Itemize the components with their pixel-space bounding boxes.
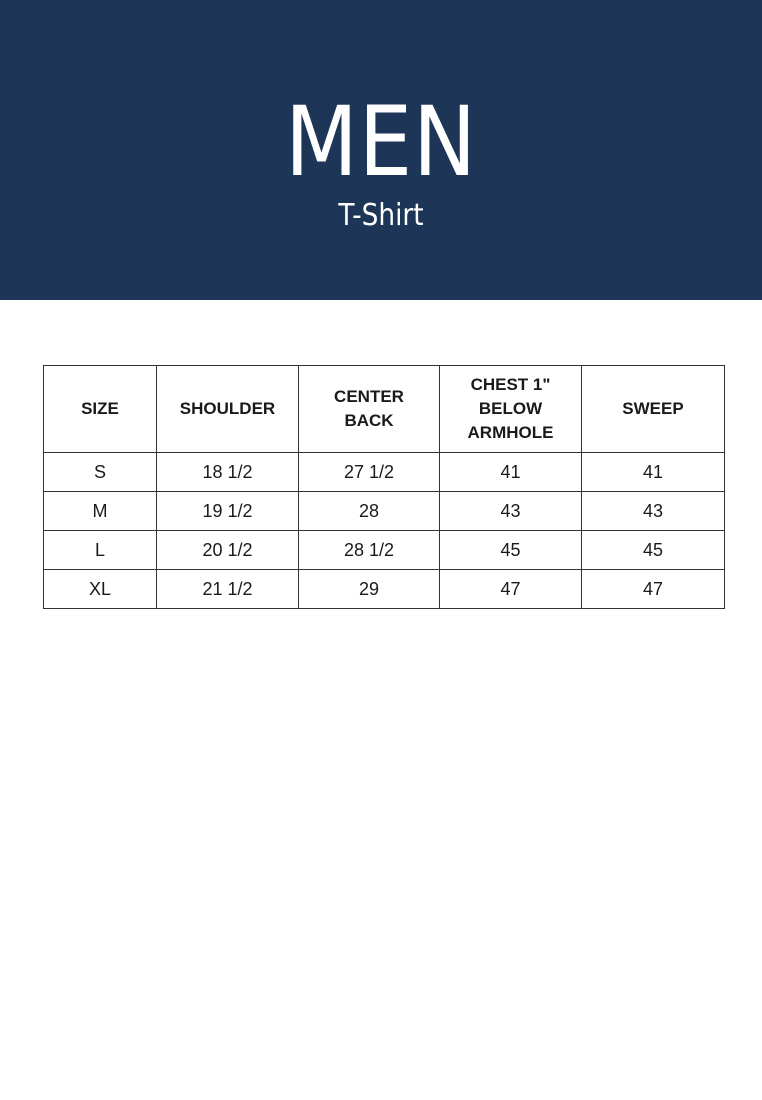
cell-size: M [44,492,157,531]
cell-sweep: 45 [582,531,725,570]
cell-center-back: 29 [299,570,440,609]
cell-chest: 45 [440,531,582,570]
cell-shoulder: 21 1/2 [157,570,299,609]
cell-center-back: 28 [299,492,440,531]
cell-center-back: 28 1/2 [299,531,440,570]
table-row [44,570,725,609]
cell-shoulder: 19 1/2 [157,492,299,531]
page-subtitle: T-Shirt [338,198,424,233]
cell-size: L [44,531,157,570]
table-row [44,453,725,492]
cell-chest: 43 [440,492,582,531]
cell-size: XL [44,570,157,609]
header-banner [0,0,762,300]
header-shoulder: SHOULDER [157,366,299,453]
cell-shoulder: 18 1/2 [157,453,299,492]
cell-chest: 41 [440,453,582,492]
header-chest: CHEST 1" BELOW ARMHOLE [440,366,582,453]
header-sweep: SWEEP [582,366,725,453]
cell-sweep: 41 [582,453,725,492]
cell-shoulder: 20 1/2 [157,531,299,570]
cell-sweep: 43 [582,492,725,531]
header-size: SIZE [44,366,157,453]
cell-sweep: 47 [582,570,725,609]
cell-size: S [44,453,157,492]
cell-center-back: 27 1/2 [299,453,440,492]
table-header-row [44,366,725,453]
size-chart-table [43,365,725,609]
cell-chest: 47 [440,570,582,609]
table-row [44,492,725,531]
page-title: MEN [284,86,478,198]
header-center-back: CENTER BACK [299,366,440,453]
table-row [44,531,725,570]
